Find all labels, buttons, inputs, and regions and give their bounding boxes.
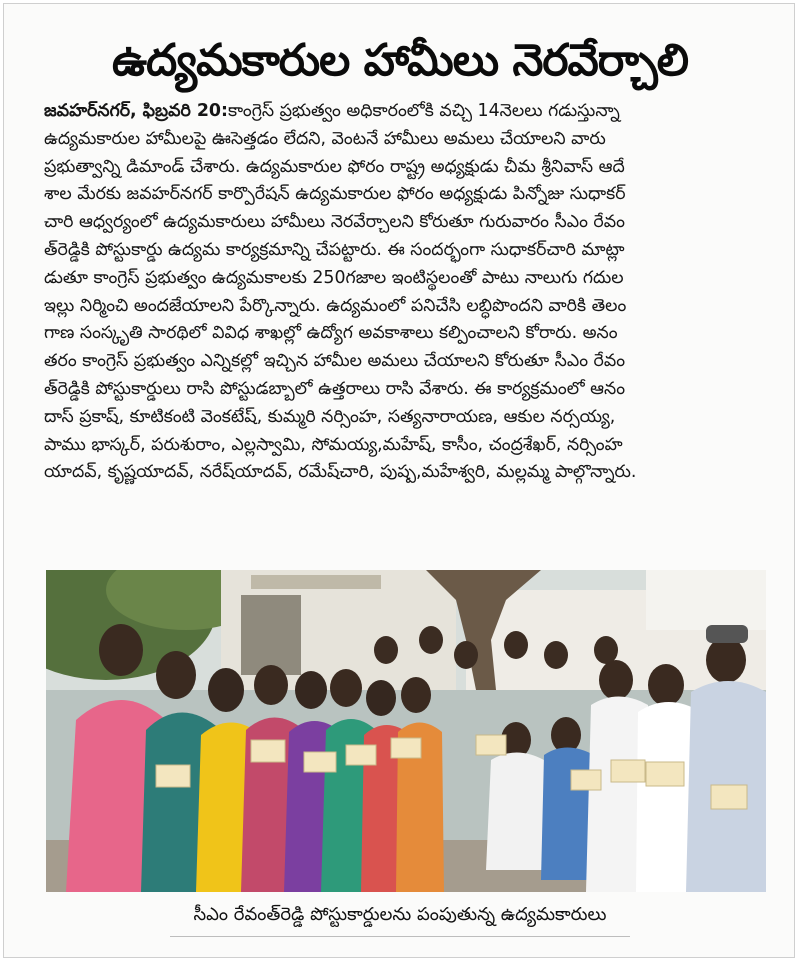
body-line: శాల మేరకు జవహర్‌నగర్ కార్పొరేషన్ ఉద్యమకారుల ఫోరం అధ్యక్షుడు పిన్నోజు సుధాకర్: [44, 184, 626, 205]
body-line: తరం కాంగ్రెస్ ప్రభుత్వం ఎన్నికల్లో ఇచ్చిన హామీల అమలు చేయాలని కోరుతూ సీఎం రేవం: [44, 351, 626, 372]
body-line: ఇల్లు నిర్మించి అందజేయాలని పేర్కొన్నారు. ఉద్యమంలో పనిచేసి లబ్ధిపొందని వారికి తెలం: [44, 295, 627, 316]
article-headline: ఉద్యమకారుల హామీలు నెరవేర్చాలి: [112, 35, 688, 86]
article-body: [44, 98, 766, 487]
body-line: పాము భాస్కర్, పరుశురాం, ఎల్లస్వామి, సోమయ్య,మహేష్, కాసీం, చంద్రశేఖర్, నర్సింహ: [44, 434, 623, 455]
body-line: ఉద్యమకారుల హామీలపై ఊసెత్తడం లేదని, వెంటనే హామీలు అమలు చేయాలని వారు: [44, 128, 606, 149]
body-line: గాణ సంస్కృతి సారథిలో వివిధ శాఖల్లో ఉద్యోగ అవకాశాలు కల్పించాలని కోరారు. అనం: [44, 323, 618, 344]
photo-caption: సీఎం రేవంత్‌రెడ్డి పోస్టుకార్డులను పంపుతున్న ఉద్యమకారులు: [193, 904, 607, 925]
body-line: యాదవ్, కృష్ణయాదవ్, నరేష్‌యాదవ్, రమేష్‌చారి, పుష్ప,మహేశ్వరి, మల్లమ్మ పాల్గొన్నారు.: [44, 462, 637, 483]
body-line: జవహర్‌నగర్, ఫిబ్రవరి 20:కాంగ్రెస్ ప్రభుత్వం అధికారంలోకి వచ్చి 14నెలలు గడుస్తున్నా: [44, 101, 620, 121]
caption-divider: [170, 936, 630, 937]
body-line: డుతూ కాంగ్రెస్ ప్రభుత్వం ఉద్యమకాలకు 250గజాల ఇంటిస్థలంతో పాటు నాలుగు గదుల: [44, 267, 624, 288]
group-photo-illustration: [46, 570, 766, 892]
body-line: దాస్ ప్రకాష్, కూటికంటి వెంకటేష్, కుమ్మరి నర్సింహ, సత్యనారాయణ, ఆకుల నర్సయ్య,: [44, 406, 616, 427]
news-photo: [46, 570, 766, 892]
body-line: త్‌రెడ్డికి పోస్టుకార్డులు రాసి పోస్టుడబ్బాలో ఉత్తరాలు రాసి వేశారు. ఈ కార్యక్రమంలో ఆనం: [44, 378, 626, 399]
body-line: త్‌రెడ్డికి పోస్టుకార్డు ఉద్యమ కార్యక్రమాన్ని చేపట్టారు. ఈ సందర్భంగా సుధాకర్‌చారి మాట్లా: [44, 239, 625, 260]
body-line: చారి ఆధ్వర్యంలో ఉద్యమకారులు హామీలు నెరవేర్చాలని కోరుతూ గురువారం సీఎం రేవం: [44, 212, 625, 233]
body-line: ప్రభుత్వాన్ని డిమాండ్ చేశారు. ఉద్యమకారుల ఫోరం రాష్ట్ర అధ్యక్షుడు చీమ శ్రీనివాస్ ఆదే: [44, 156, 625, 177]
dateline: జవహర్‌నగర్, ఫిబ్రవరి 20:: [44, 101, 228, 121]
